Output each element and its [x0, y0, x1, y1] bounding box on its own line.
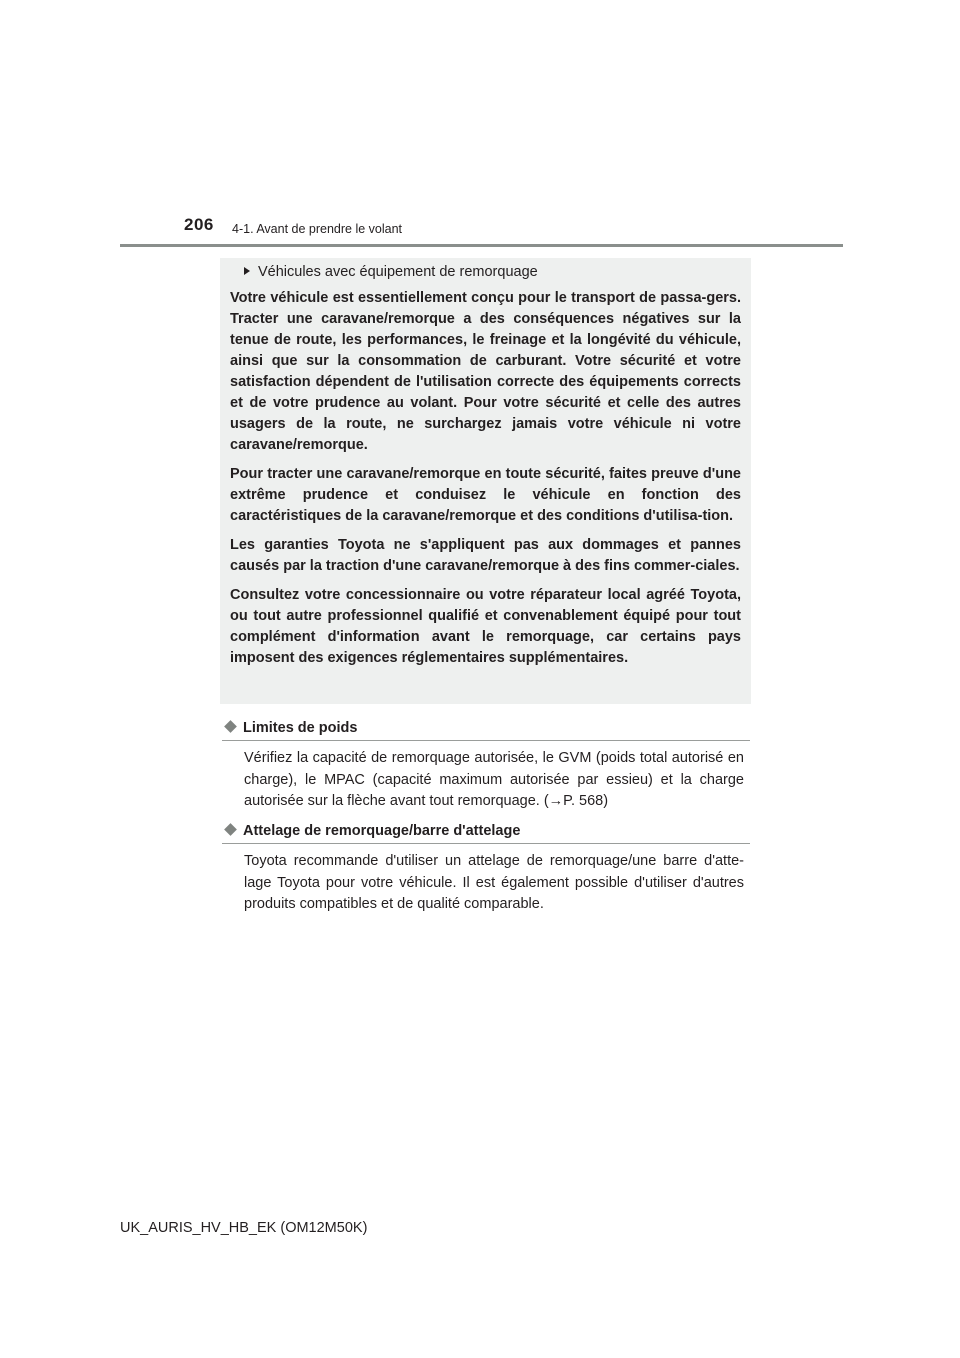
- section-heading-weight-limits: [222, 717, 750, 741]
- diamond-bullet-icon: [224, 823, 237, 836]
- header-divider: [120, 244, 843, 247]
- diamond-bullet-icon: [224, 720, 237, 733]
- section-text-weight-limits: Vérifiez la capacité de remorquage autorisée, le GVM (poids total autorisé en charge), le MPAC (capacité maximum autorisée par essieu) et la charge autorisée sur la flèche avant tout remorquage. (→P. 568): [244, 750, 744, 809]
- box-paragraph: Les garanties Toyota ne s'appliquent pas aux dommages et pannes causés par la traction d'une caravane/remorque à des fins commer-ciales.: [230, 537, 741, 574]
- document-code: UK_AURIS_HV_HB_EK (OM12M50K): [120, 1220, 368, 1236]
- box-paragraph: Votre véhicule est essentiellement conçu pour le transport de passa-gers. Tracter une caravane/remorque a des conséquences négatives sur la tenue de route, les performances, le freinage et la longévité du véhicule, ainsi que sur la consommation de carburant. Votre sécurité et votre satisfaction dépendent de l'utilisation correcte des équipements corrects et de votre prudence au volant. Pour votre sécurité et celle des autres usagers de la route, ne surchargez jamais votre véhicule ni votre caravane/remorque.: [230, 290, 741, 453]
- box-title-text: Véhicules avec équipement de remorquage: [258, 264, 538, 280]
- box-title: [230, 260, 741, 284]
- triangle-bullet-icon: [244, 267, 250, 275]
- section-title: 4-1. Avant de prendre le volant: [232, 222, 403, 236]
- section-heading-towing-hitch: [222, 820, 750, 844]
- towing-info-box: [220, 258, 751, 704]
- page-number: 206: [184, 215, 214, 234]
- section-text-towing-hitch: Toyota recommande d'utiliser un attelage de remorquage/une barre d'atte-lage Toyota pour votre véhicule. Il est également possible d'utiliser d'autres produits compatibles et de qualité comparable.: [244, 853, 744, 912]
- box-paragraph: Consultez votre concessionnaire ou votre réparateur local agréé Toyota, ou tout autre professionnel qualifié et convenablement équipé pour tout complément d'information avant le remorquage, car certains pays imposent des exigences réglementaires supplémentaires.: [230, 587, 741, 666]
- section-heading-text: Limites de poids: [243, 720, 358, 736]
- box-paragraph: Pour tracter une caravane/remorque en toute sécurité, faites preuve d'une extrême prudence et conduisez le véhicule en fonction des caractéristiques de la caravane/remorque et des conditions d'utilisa-tion.: [230, 466, 741, 524]
- section-heading-text: Attelage de remorquage/barre d'attelage: [243, 823, 521, 839]
- page-header: [0, 0, 960, 250]
